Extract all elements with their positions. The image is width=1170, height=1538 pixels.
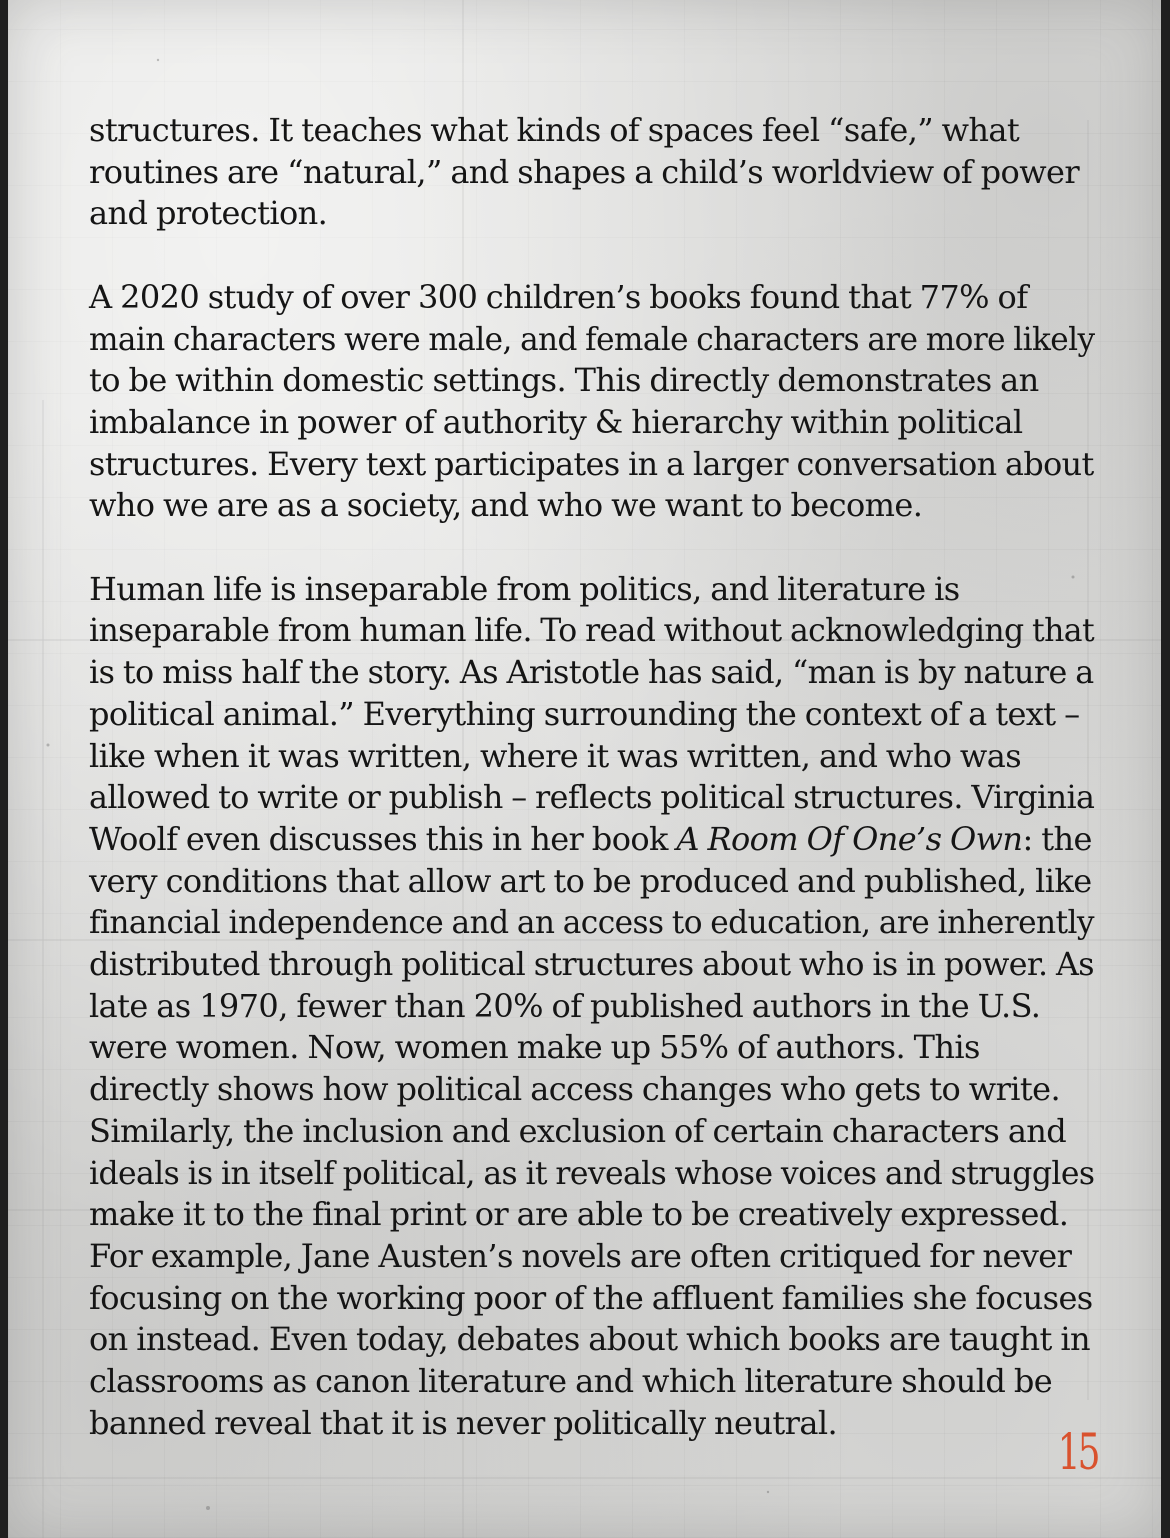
text-line: main characters were male, and female characters are more likely bbox=[89, 319, 1095, 358]
paragraph-gap bbox=[89, 235, 1089, 277]
paragraph-1 bbox=[89, 110, 1089, 235]
text-line: late as 1970, fewer than 20% of published authors in the U.S. bbox=[89, 986, 1041, 1025]
text-line: imbalance in power of authority & hierarchy within political bbox=[89, 402, 1023, 441]
text-line: who we are as a society, and who we want to become. bbox=[89, 486, 923, 525]
text-line: structures. It teaches what kinds of spaces feel “safe,” what bbox=[89, 111, 1020, 149]
text-line: distributed through political structures about who is in power. As bbox=[89, 945, 1094, 984]
text-line: on instead. Even today, debates about which books are taught in bbox=[89, 1320, 1091, 1359]
text-fragment: : the bbox=[1022, 819, 1092, 858]
text-line: focusing on the working poor of the affluent families she focuses bbox=[89, 1278, 1093, 1317]
text-fragment: Woolf even discusses this in her book bbox=[89, 819, 677, 858]
text-line: financial independence and an access to education, are inherently bbox=[89, 903, 1094, 942]
text-line: For example, Jane Austen’s novels are often critiqued for never bbox=[89, 1236, 1072, 1275]
text-line-with-book-title bbox=[89, 819, 1092, 861]
text-line: make it to the final print or are able to be creatively expressed. bbox=[89, 1195, 1069, 1234]
text-line: A 2020 study of over 300 children’s books found that 77% of bbox=[89, 277, 1028, 316]
text-line: inseparable from human life. To read without acknowledging that bbox=[89, 611, 1095, 650]
paragraph-gap bbox=[89, 527, 1089, 569]
text-line: Human life is inseparable from politics, and literature is bbox=[89, 569, 960, 608]
text-line: like when it was written, where it was written, and who was bbox=[89, 736, 1022, 775]
text-line: political animal.” Everything surrounding the context of a text – bbox=[89, 694, 1080, 733]
text-line: is to miss half the story. As Aristotle has said, “man is by nature a bbox=[89, 653, 1094, 692]
document-page bbox=[8, 0, 1161, 1538]
text-line: were women. Now, women make up 55% of authors. This bbox=[89, 1028, 980, 1067]
paragraph-2 bbox=[89, 277, 1095, 527]
text-line: ideals is in itself political, as it reveals whose voices and struggles bbox=[89, 1153, 1095, 1192]
text-line: banned reveal that it is never politically neutral. bbox=[89, 1403, 838, 1442]
text-line: Similarly, the inclusion and exclusion of certain characters and bbox=[89, 1111, 1067, 1150]
text-line: and protection. bbox=[89, 194, 328, 233]
text-line: structures. Every text participates in a larger conversation about bbox=[89, 444, 1094, 483]
book-title: A Room Of One’s Own bbox=[676, 819, 1023, 858]
page-number: 15 bbox=[1057, 1423, 1098, 1481]
text-line: classrooms as canon literature and which literature should be bbox=[89, 1362, 1053, 1401]
text-line: directly shows how political access changes who gets to write. bbox=[89, 1070, 1061, 1109]
text-line: to be within domestic settings. This directly demonstrates an bbox=[89, 361, 1039, 400]
text-line: routines are “natural,” and shapes a child’s worldview of power bbox=[89, 152, 1080, 191]
text-line: very conditions that allow art to be produced and published, like bbox=[89, 861, 1092, 900]
body-text bbox=[89, 110, 1095, 1444]
paragraph-3 bbox=[89, 569, 1095, 1445]
text-line: allowed to write or publish – reflects political structures. Virginia bbox=[89, 778, 1095, 817]
